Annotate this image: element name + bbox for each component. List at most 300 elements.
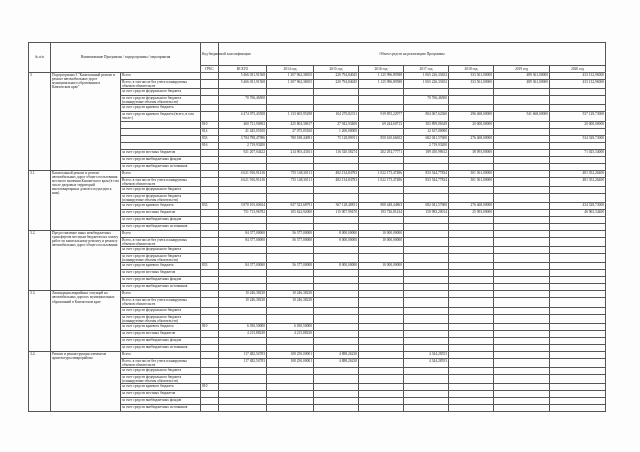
funding-source: за счет средств федерального бюджета xyxy=(121,367,201,374)
year-amount xyxy=(550,284,606,291)
grbs-code xyxy=(201,298,219,307)
year-amount xyxy=(404,163,449,170)
year-amount: 482 134,84783 xyxy=(314,177,359,186)
year-amount xyxy=(359,142,404,149)
year-amount xyxy=(404,344,449,351)
year-amount: 481 352,26400 xyxy=(550,170,606,177)
year-amount: 20 000,00000 xyxy=(550,121,606,128)
year-amount xyxy=(550,398,606,405)
year-amount xyxy=(494,270,550,277)
year-amount: 296 468,00000 xyxy=(449,112,494,121)
total-amount: 2 719,93200 xyxy=(219,142,267,149)
year-amount xyxy=(449,314,494,323)
year-amount xyxy=(404,298,449,307)
year-amount xyxy=(449,367,494,374)
year-amount xyxy=(314,330,359,337)
year-amount xyxy=(494,89,550,96)
year-amount xyxy=(267,193,314,202)
year-amount xyxy=(449,230,494,237)
year-amount xyxy=(267,405,314,412)
year-amount: 220 794,84045 xyxy=(314,80,359,89)
year-amount xyxy=(449,277,494,284)
funding-source: за счет средств местных бюджетов xyxy=(121,391,201,398)
funding-source xyxy=(121,121,201,128)
year-amount: 534 328,73000 xyxy=(550,135,606,142)
grbs-code: 810 xyxy=(201,121,219,128)
year-amount: 27 942,93400 xyxy=(314,121,359,128)
year-amount: 4 215,88230 xyxy=(267,330,314,337)
funding-source: за счет средств федерального бюджета (планируемые объемы обязательств) xyxy=(121,374,201,383)
total-amount: 41 445,05100 xyxy=(219,128,267,135)
funding-source: за счет средств краевого бюджета xyxy=(121,202,201,209)
year-amount xyxy=(314,337,359,344)
grbs-code xyxy=(201,277,219,284)
year-amount xyxy=(494,237,550,246)
grbs-code xyxy=(201,96,219,105)
year-amount xyxy=(267,223,314,230)
year-amount: 735 148,30111 xyxy=(267,170,314,177)
grbs-code: 833 xyxy=(201,202,219,209)
year-amount xyxy=(359,391,404,398)
year-amount xyxy=(404,156,449,163)
year-amount xyxy=(494,247,550,254)
total-amount: 751 713,96782 xyxy=(219,209,267,216)
grbs-code xyxy=(201,223,219,230)
grbs-code: 816 xyxy=(201,142,219,149)
year-amount xyxy=(449,323,494,330)
funding-source: за счет средств федерального бюджета (планируемые объемы обязательств) xyxy=(121,96,201,105)
year-amount xyxy=(359,291,404,298)
year-amount xyxy=(550,405,606,412)
year-amount xyxy=(314,156,359,163)
year-amount xyxy=(494,284,550,291)
year-amount xyxy=(359,163,404,170)
year-amount: 193 726,81434 xyxy=(359,209,404,216)
year-amount xyxy=(314,391,359,398)
funding-source: за счет средств местных бюджетов xyxy=(121,270,201,277)
grbs-code xyxy=(201,149,219,156)
year-amount xyxy=(267,186,314,193)
year-amount xyxy=(314,163,359,170)
year-amount xyxy=(550,323,606,330)
year-amount xyxy=(359,128,404,135)
year-amount xyxy=(494,216,550,223)
year-amount xyxy=(494,314,550,323)
year-amount: 104 270,82311 xyxy=(314,112,359,121)
year-amount: 56 377,00000 xyxy=(267,230,314,237)
year-amount xyxy=(494,337,550,344)
col-header-year: 2015 год xyxy=(314,66,359,73)
year-amount: 301 561,00000 xyxy=(449,170,494,177)
year-amount: 333 561,00000 xyxy=(449,73,494,80)
grbs-code xyxy=(201,270,219,277)
year-amount: 1 065 226,33652 xyxy=(404,80,449,89)
grbs-code xyxy=(201,367,219,374)
year-amount xyxy=(550,263,606,270)
year-amount: 6 030,50000 xyxy=(267,323,314,330)
total-amount xyxy=(219,277,267,284)
year-amount: 1 307 962,38655 xyxy=(267,73,314,80)
year-amount xyxy=(359,314,404,323)
funding-source: Всего xyxy=(121,230,201,237)
year-amount: 115 007,99470 xyxy=(314,209,359,216)
total-amount xyxy=(219,314,267,323)
total-amount: 6 030,50000 xyxy=(219,323,267,330)
year-amount xyxy=(267,142,314,149)
total-amount xyxy=(219,398,267,405)
year-amount xyxy=(550,337,606,344)
year-amount: 850 610,66652 xyxy=(359,135,404,142)
table-row xyxy=(29,230,606,237)
year-amount xyxy=(314,105,359,112)
year-amount: 75 128,88911 xyxy=(314,135,359,142)
grbs-code xyxy=(201,314,219,323)
grbs-code xyxy=(201,358,219,367)
year-amount xyxy=(550,351,606,358)
year-amount xyxy=(359,384,404,391)
year-amount xyxy=(359,330,404,337)
year-amount xyxy=(314,284,359,291)
year-amount xyxy=(314,216,359,223)
year-amount: 214 903,43161 xyxy=(267,149,314,156)
year-amount xyxy=(449,358,494,367)
year-amount: 780 188,44091 xyxy=(267,135,314,142)
grbs-code xyxy=(201,216,219,223)
year-amount xyxy=(550,186,606,193)
year-amount: 56 377,00000 xyxy=(267,237,314,246)
year-amount xyxy=(494,291,550,298)
grbs-code xyxy=(201,186,219,193)
total-amount xyxy=(219,367,267,374)
year-amount xyxy=(267,105,314,112)
year-amount xyxy=(449,193,494,202)
year-amount: 489 361,00000 xyxy=(494,80,550,89)
year-amount xyxy=(404,323,449,330)
year-amount xyxy=(494,128,550,135)
year-amount: 10 000,00000 xyxy=(359,230,404,237)
grbs-code xyxy=(201,209,219,216)
year-amount xyxy=(449,374,494,383)
grbs-code xyxy=(201,254,219,263)
year-amount xyxy=(449,351,494,358)
col-header-total: ВСЕГО xyxy=(219,66,267,73)
funding-source: за счет средств внебюджетных фондов xyxy=(121,156,201,163)
year-amount: 10 246,38230 xyxy=(267,298,314,307)
year-amount: 46 963,34400 xyxy=(550,209,606,216)
year-amount xyxy=(550,254,606,263)
year-amount: 682 041,57600 xyxy=(404,135,449,142)
year-amount: 4 888,26230 xyxy=(314,351,359,358)
col-header-year: 2016 год xyxy=(359,66,404,73)
col-header-year: 2019 год xyxy=(494,66,550,73)
year-amount xyxy=(449,291,494,298)
year-amount xyxy=(404,89,449,96)
total-amount: 460 721,90692 xyxy=(219,121,267,128)
funding-source: за счет средств федерального бюджета xyxy=(121,89,201,96)
year-amount: 1 125 996,89588 xyxy=(359,80,404,89)
year-amount xyxy=(550,330,606,337)
col-header-year: 2020 год xyxy=(550,66,606,73)
year-amount xyxy=(267,398,314,405)
year-amount xyxy=(404,247,449,254)
total-amount xyxy=(219,270,267,277)
grbs-code xyxy=(201,193,219,202)
table-row xyxy=(29,170,606,177)
year-amount: 10 246,38230 xyxy=(267,291,314,298)
year-amount xyxy=(267,307,314,314)
year-amount xyxy=(267,247,314,254)
year-amount xyxy=(404,384,449,391)
year-amount xyxy=(267,391,314,398)
year-amount xyxy=(404,398,449,405)
year-amount: 808 448,44863 xyxy=(359,202,404,209)
grbs-code: 810 xyxy=(201,384,219,391)
funding-source: за счет средств внебюджетных фондов xyxy=(121,216,201,223)
year-amount: 1 200,00000 xyxy=(314,128,359,135)
funding-source: за счет средств краевого бюджета xyxy=(121,384,201,391)
year-amount: 8 000,00000 xyxy=(314,230,359,237)
year-amount xyxy=(404,330,449,337)
funding-source: за счет средств внебюджетных фондов xyxy=(121,277,201,284)
year-amount xyxy=(494,209,550,216)
col-header-number: № п/п xyxy=(29,43,51,73)
year-amount xyxy=(404,374,449,383)
grbs-code xyxy=(201,374,219,383)
funding-source: за счет средств внебюджетных источников xyxy=(121,163,201,170)
year-amount xyxy=(449,263,494,270)
grbs-code xyxy=(201,112,219,121)
grbs-code xyxy=(201,237,219,246)
year-amount: 541 668,00000 xyxy=(494,112,550,121)
year-amount xyxy=(550,314,606,323)
grbs-code xyxy=(201,351,219,358)
year-amount xyxy=(550,270,606,277)
grbs-code xyxy=(201,344,219,351)
year-amount xyxy=(449,398,494,405)
year-amount: 1 133 605,95298 xyxy=(267,112,314,121)
year-amount: 108 250,00001 xyxy=(267,358,314,367)
year-amount xyxy=(494,351,550,358)
grbs-code xyxy=(201,156,219,163)
year-amount xyxy=(359,298,404,307)
funding-source: за счет средств внебюджетных фондов xyxy=(121,398,201,405)
total-amount xyxy=(219,89,267,96)
year-amount xyxy=(359,358,404,367)
year-amount xyxy=(404,307,449,314)
year-amount: 69 244,60713 xyxy=(359,121,404,128)
year-amount xyxy=(359,105,404,112)
col-header-year: 2017 год xyxy=(404,66,449,73)
year-amount xyxy=(359,254,404,263)
funding-source: Всего xyxy=(121,351,201,358)
year-amount xyxy=(449,105,494,112)
year-amount xyxy=(267,163,314,170)
year-amount xyxy=(494,186,550,193)
year-amount xyxy=(550,96,606,105)
funding-source: Всего, в том числе без учета планируемых объемов обязательств xyxy=(121,298,201,307)
year-amount: 333 561,00000 xyxy=(449,80,494,89)
grbs-code xyxy=(201,330,219,337)
grbs-code xyxy=(201,163,219,170)
total-amount xyxy=(219,374,267,383)
col-header-year: 2018 год xyxy=(449,66,494,73)
year-amount xyxy=(550,128,606,135)
year-amount: 10 000,00000 xyxy=(359,263,404,270)
program-name: Подпрограмма 3 "Капитальный ремонт и ремонт автомобильных дорог муниципального образования в Камчатском крае" xyxy=(51,73,121,171)
year-amount: 4 344,28553 xyxy=(404,351,449,358)
year-amount: 481 352,26400 xyxy=(550,177,606,186)
col-header-budget-class: Код бюджетной классификации xyxy=(201,43,219,66)
year-amount xyxy=(314,384,359,391)
year-amount: 276 468,00000 xyxy=(449,135,494,142)
year-amount xyxy=(449,330,494,337)
year-amount xyxy=(449,337,494,344)
grbs-code: 833 xyxy=(201,263,219,270)
year-amount xyxy=(404,237,449,246)
year-amount xyxy=(494,374,550,383)
total-amount xyxy=(219,344,267,351)
year-amount: 220 794,84045 xyxy=(314,73,359,80)
funding-source: Всего, в том числе без учета планируемых объемов обязательств xyxy=(121,177,201,186)
year-amount: 4 344,28553 xyxy=(404,358,449,367)
year-amount xyxy=(314,223,359,230)
year-amount xyxy=(550,391,606,398)
year-amount xyxy=(267,367,314,374)
year-amount xyxy=(404,263,449,270)
grbs-code xyxy=(201,105,219,112)
total-amount xyxy=(219,105,267,112)
total-amount xyxy=(219,405,267,412)
total-amount: 10 246,38230 xyxy=(219,298,267,307)
year-amount: 1 065 226,33652 xyxy=(404,73,449,80)
total-amount: 5 466 031,91568 xyxy=(219,80,267,89)
grbs-code xyxy=(201,284,219,291)
year-amount xyxy=(449,405,494,412)
funding-source: за счет средств федерального бюджета (планируемые объемы обязательств) xyxy=(121,314,201,323)
year-amount xyxy=(314,270,359,277)
grbs-code xyxy=(201,89,219,96)
funding-source xyxy=(121,128,201,135)
year-amount xyxy=(359,351,404,358)
year-amount xyxy=(267,314,314,323)
year-amount xyxy=(494,323,550,330)
year-amount xyxy=(314,344,359,351)
year-amount xyxy=(449,391,494,398)
total-amount: 84 377,00000 xyxy=(219,237,267,246)
year-amount: 2 719,93200 xyxy=(404,142,449,149)
year-amount xyxy=(449,223,494,230)
year-amount: 12 167,00000 xyxy=(404,128,449,135)
year-amount xyxy=(494,391,550,398)
year-amount xyxy=(359,323,404,330)
grbs-code xyxy=(201,405,219,412)
year-amount xyxy=(404,391,449,398)
year-amount xyxy=(494,170,550,177)
year-amount xyxy=(550,367,606,374)
funding-source: Всего, в том числе без учета планируемых объемов обязательств xyxy=(121,237,201,246)
year-amount xyxy=(449,270,494,277)
funding-source: за счет средств федерального бюджета xyxy=(121,247,201,254)
grbs-code xyxy=(201,307,219,314)
year-amount: 276 468,00000 xyxy=(449,202,494,209)
total-amount: 921 207,04422 xyxy=(219,149,267,156)
total-amount xyxy=(219,223,267,230)
grbs-code xyxy=(201,247,219,254)
year-amount xyxy=(494,254,550,263)
grbs-code xyxy=(201,73,219,80)
year-amount xyxy=(550,374,606,383)
total-amount xyxy=(219,337,267,344)
year-amount xyxy=(449,128,494,135)
year-amount xyxy=(267,89,314,96)
total-amount: 10 246,38230 xyxy=(219,291,267,298)
total-amount: 84 377,00000 xyxy=(219,230,267,237)
year-amount xyxy=(314,254,359,263)
year-amount xyxy=(494,223,550,230)
year-amount xyxy=(494,307,550,314)
year-amount xyxy=(494,121,550,128)
funding-source: Всего, в том числе без учета планируемых объемов обязательств xyxy=(121,80,201,89)
col-header-name: Наименование Программы / подпрограммы / мероприятия xyxy=(51,43,201,73)
year-amount xyxy=(359,284,404,291)
year-amount: 637 523,68791 xyxy=(267,202,314,209)
year-amount xyxy=(449,298,494,307)
year-amount xyxy=(494,277,550,284)
year-amount xyxy=(449,237,494,246)
year-amount xyxy=(359,89,404,96)
year-amount xyxy=(494,398,550,405)
year-amount xyxy=(404,230,449,237)
total-amount: 117 482,54783 xyxy=(219,358,267,367)
funding-source: за счет средств федерального бюджета xyxy=(121,186,201,193)
year-amount: 189 450,98612 xyxy=(404,149,449,156)
year-amount: 489 361,00000 xyxy=(494,73,550,80)
funding-source xyxy=(121,142,201,149)
grbs-code xyxy=(201,80,219,89)
year-amount: 8 000,00000 xyxy=(314,263,359,270)
year-amount xyxy=(449,344,494,351)
funding-source: за счет средств внебюджетных источников xyxy=(121,284,201,291)
year-amount xyxy=(449,96,494,105)
year-amount xyxy=(404,367,449,374)
year-amount: 25 093,00000 xyxy=(449,209,494,216)
year-amount xyxy=(494,156,550,163)
year-amount xyxy=(449,216,494,223)
year-amount: 8 000,00000 xyxy=(314,237,359,246)
grbs-code xyxy=(201,291,219,298)
year-amount xyxy=(267,254,314,263)
total-amount: 70 766,46500 xyxy=(219,96,267,105)
year-amount xyxy=(404,284,449,291)
year-amount: 367 128,48811 xyxy=(314,202,359,209)
col-header-year: 2014 год xyxy=(267,66,314,73)
row-number: 3.1. xyxy=(29,170,51,230)
year-amount: 70 766,46500 xyxy=(404,96,449,105)
year-amount: 433 132,96000 xyxy=(550,80,606,89)
year-amount: 433 132,96000 xyxy=(550,73,606,80)
grbs-code: 814 xyxy=(201,128,219,135)
year-amount: 20 000,00000 xyxy=(449,121,494,128)
funding-source: за счет средств краевого бюджета xyxy=(121,105,201,112)
year-amount xyxy=(267,277,314,284)
year-amount xyxy=(494,105,550,112)
total-amount: 4 215,88230 xyxy=(219,330,267,337)
funding-source: за счет средств местных бюджетов xyxy=(121,149,201,156)
year-amount: 682 041,57600 xyxy=(404,202,449,209)
year-amount xyxy=(359,186,404,193)
year-amount xyxy=(359,277,404,284)
total-amount xyxy=(219,163,267,170)
